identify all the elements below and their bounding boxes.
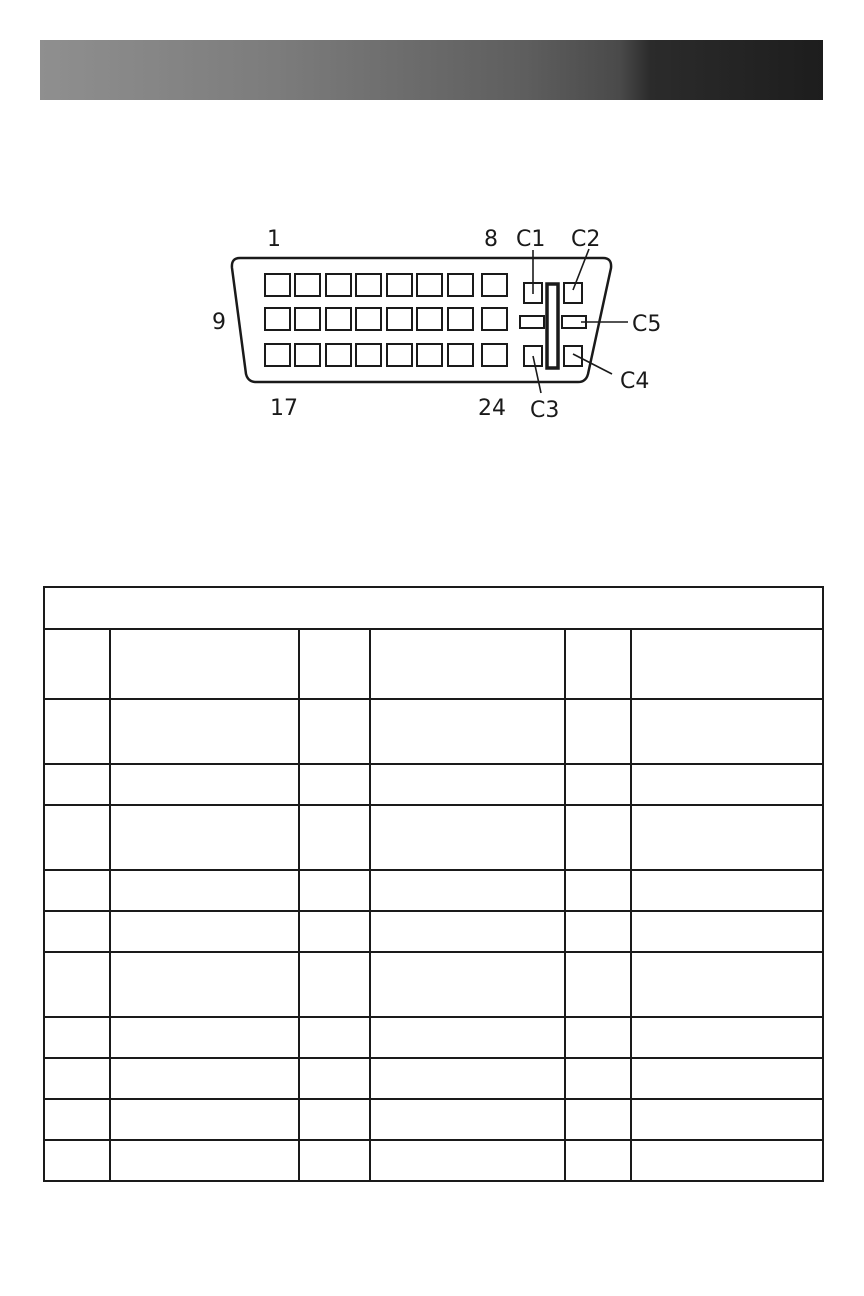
pin-17 (265, 344, 290, 366)
pin-4 (356, 274, 381, 296)
pin-5 (387, 274, 412, 296)
table-header-row (44, 629, 823, 699)
table-cell (299, 1058, 370, 1099)
table-cell (565, 1058, 631, 1099)
table-cell (110, 952, 299, 1017)
table-cell (631, 764, 823, 805)
table-cell (110, 870, 299, 911)
table-cell (110, 1099, 299, 1140)
table-row (44, 952, 823, 1017)
table-cell (370, 764, 565, 805)
label-pin-24: 24 (478, 396, 506, 421)
table-cell (110, 1140, 299, 1181)
table-cell (299, 1140, 370, 1181)
table-cell (110, 1058, 299, 1099)
table-row (44, 699, 823, 764)
table-cell (44, 805, 110, 870)
label-c3: C3 (530, 398, 560, 423)
pin-row-1 (265, 274, 507, 296)
table-row (44, 805, 823, 870)
table-cell (110, 699, 299, 764)
table-cell (370, 1017, 565, 1058)
table-row (44, 911, 823, 952)
table-cell (299, 911, 370, 952)
label-c4: C4 (620, 369, 650, 394)
table-cell (110, 911, 299, 952)
pin-row-3 (265, 344, 507, 366)
table-cell (565, 870, 631, 911)
table-cell (299, 805, 370, 870)
table-cell (631, 911, 823, 952)
connector-shell (232, 258, 611, 382)
ground-blade (547, 284, 558, 368)
table-cell (565, 1099, 631, 1140)
table-cell (565, 805, 631, 870)
header-cell (565, 629, 631, 699)
pin-16 (482, 308, 507, 330)
table-cell (44, 764, 110, 805)
pin-8 (482, 274, 507, 296)
table-cell (565, 764, 631, 805)
pin-23 (448, 344, 473, 366)
table-cell (44, 1099, 110, 1140)
table-cell (44, 1140, 110, 1181)
pin-18 (295, 344, 320, 366)
table-cell (370, 1140, 565, 1181)
table-cell (631, 805, 823, 870)
header-cell (110, 629, 299, 699)
table-cell (44, 1017, 110, 1058)
contact-c4 (564, 346, 582, 366)
header-cell (631, 629, 823, 699)
table-cell (631, 952, 823, 1017)
pin-6 (417, 274, 442, 296)
table-cell (370, 870, 565, 911)
contact-c5-left (520, 316, 544, 328)
label-c5: C5 (632, 312, 662, 337)
pin-21 (387, 344, 412, 366)
table-cell (44, 699, 110, 764)
pin-13 (387, 308, 412, 330)
label-pin-8: 8 (484, 227, 498, 252)
dvi-connector-diagram (0, 0, 864, 460)
pin-1 (265, 274, 290, 296)
table-cell (565, 911, 631, 952)
table-cell (44, 1058, 110, 1099)
table-cell (370, 1099, 565, 1140)
table-cell (370, 1058, 565, 1099)
table-cell (631, 1017, 823, 1058)
pin-10 (295, 308, 320, 330)
header-cell (370, 629, 565, 699)
table-row (44, 1058, 823, 1099)
table-cell (299, 764, 370, 805)
table-cell (631, 1099, 823, 1140)
pin-15 (448, 308, 473, 330)
table-row (44, 1140, 823, 1181)
pin-19 (326, 344, 351, 366)
table-cell (299, 952, 370, 1017)
contact-c2 (564, 283, 582, 303)
table-row (44, 1017, 823, 1058)
table-cell (110, 1017, 299, 1058)
pin-11 (326, 308, 351, 330)
pin-24 (482, 344, 507, 366)
label-c2: C2 (571, 227, 601, 252)
label-pin-1: 1 (267, 227, 281, 252)
table-cell (44, 952, 110, 1017)
table-row (44, 764, 823, 805)
table-cell (565, 1140, 631, 1181)
pin-14 (417, 308, 442, 330)
label-pin-9: 9 (212, 310, 226, 335)
pin-9 (265, 308, 290, 330)
table-cell (565, 1017, 631, 1058)
pin-assignment-table (43, 586, 824, 1182)
table-cell (299, 870, 370, 911)
table-cell (299, 699, 370, 764)
pin-12 (356, 308, 381, 330)
table-cell (565, 699, 631, 764)
label-pin-17: 17 (270, 396, 298, 421)
table-cell (370, 699, 565, 764)
table-cell (44, 870, 110, 911)
pin-3 (326, 274, 351, 296)
pin-20 (356, 344, 381, 366)
pin-row-2 (265, 308, 507, 330)
table-cell (565, 952, 631, 1017)
table-cell (299, 1017, 370, 1058)
table-row (44, 1099, 823, 1140)
pin-7 (448, 274, 473, 296)
label-c1: C1 (516, 227, 546, 252)
header-cell (299, 629, 370, 699)
table-cell (631, 1058, 823, 1099)
leader-c3 (533, 356, 541, 393)
table-cell (631, 1140, 823, 1181)
table-cell (299, 1099, 370, 1140)
pin-2 (295, 274, 320, 296)
table-cell (370, 805, 565, 870)
table-cell (370, 911, 565, 952)
pin-22 (417, 344, 442, 366)
table-cell (110, 805, 299, 870)
table-cell (370, 952, 565, 1017)
table-cell (110, 764, 299, 805)
table-cell (631, 870, 823, 911)
table-row (44, 870, 823, 911)
table-cell (631, 699, 823, 764)
header-cell (44, 629, 110, 699)
table-caption (44, 587, 823, 629)
table-cell (44, 911, 110, 952)
